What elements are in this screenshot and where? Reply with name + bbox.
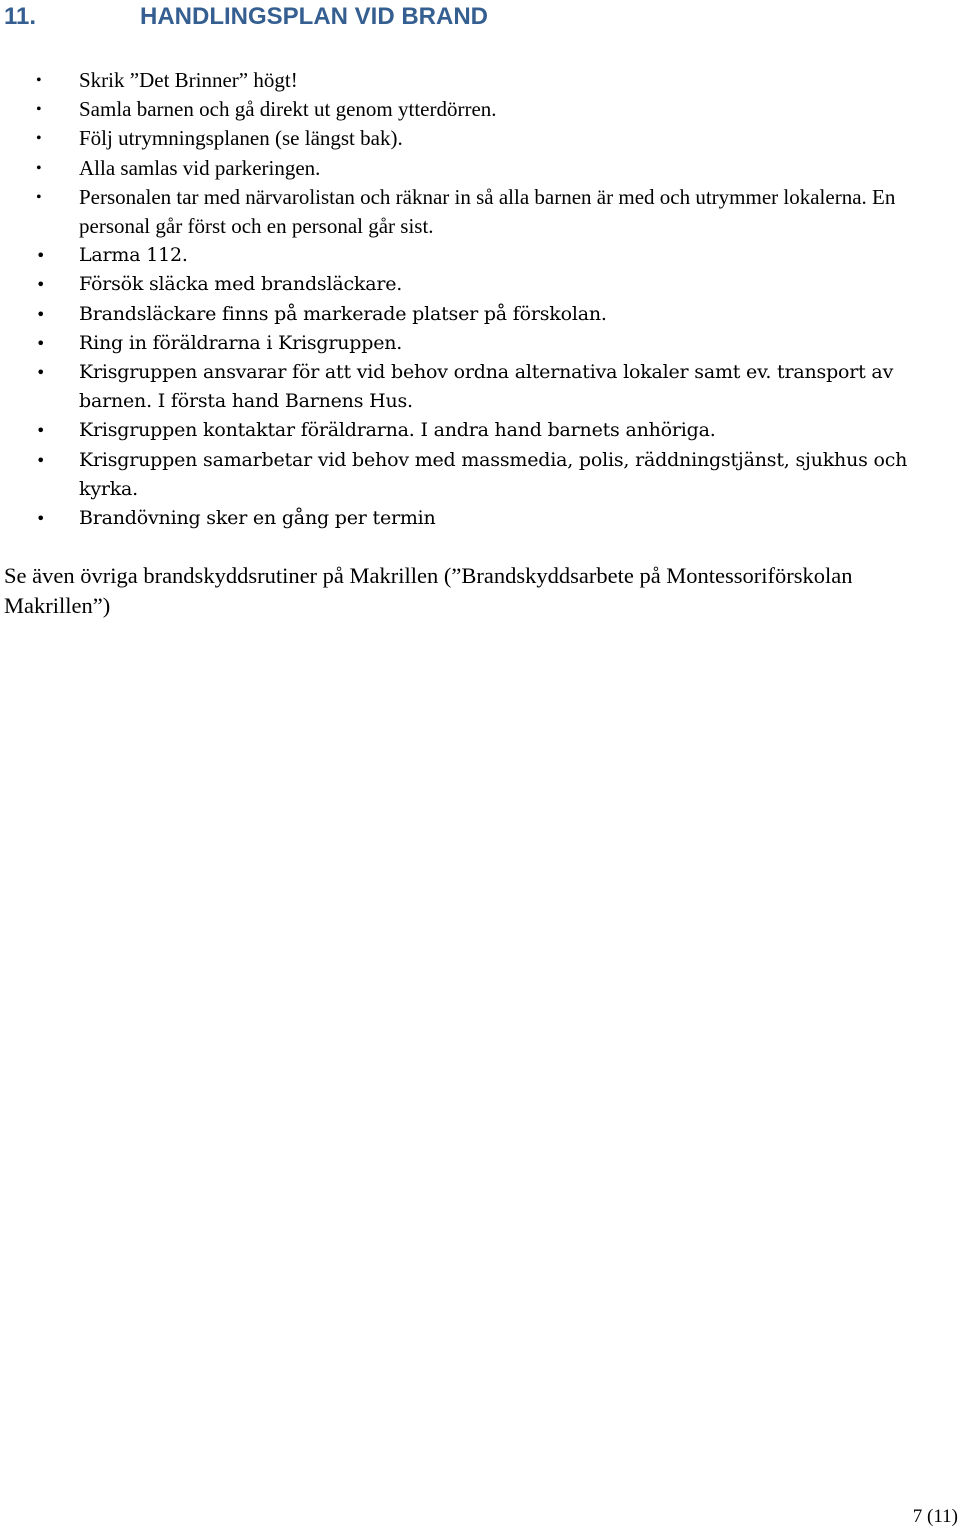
bullet-icon: •: [36, 450, 46, 470]
bullet-icon: •: [36, 101, 42, 119]
bullet-icon: •: [36, 246, 46, 266]
bullet-icon: •: [36, 188, 42, 206]
section-number: 11.: [4, 3, 37, 30]
reference-note: Se även övriga brandskyddsrutiner på Makrillen (”Brandskyddsarbete på Montessoriförskolan Makrillen”): [4, 563, 853, 618]
list-item: [0, 446, 960, 504]
list-item: [0, 504, 960, 533]
action-list: [0, 66, 960, 533]
list-item: [0, 66, 960, 95]
list-item-text: Brandsläckare finns på markerade platser på förskolan.: [79, 302, 607, 325]
list-item: [0, 124, 960, 153]
bullet-icon: •: [36, 363, 46, 383]
list-item: [0, 95, 960, 124]
list-item: [0, 241, 960, 270]
list-item: [0, 183, 960, 241]
list-item-text: Krisgruppen ansvarar för att vid behov ordna alternativa lokaler samt ev. transport av barnen. I första hand Barnens Hus.: [79, 361, 894, 413]
section-title: HANDLINGSPLAN VID BRAND: [140, 3, 488, 30]
list-item: [0, 358, 960, 416]
bullet-icon: •: [36, 275, 46, 295]
list-item: [0, 154, 960, 183]
bullet-icon: •: [36, 421, 46, 441]
list-item: [0, 300, 960, 329]
list-item-text: Ring in föräldrarna i Krisgruppen.: [79, 331, 403, 354]
list-item-text: Alla samlas vid parkeringen.: [79, 155, 321, 180]
bullet-icon: •: [36, 159, 42, 177]
list-item-text: Brandövning sker en gång per termin: [79, 507, 436, 530]
list-item-text: Skrik ”Det Brinner” högt!: [79, 68, 298, 92]
list-item-text: Krisgruppen samarbetar vid behov med massmedia, polis, räddningstjänst, sjukhus och kyrka.: [79, 448, 908, 500]
list-item-text: Följ utrymningsplanen (se längst bak).: [79, 126, 403, 151]
list-item-text: Krisgruppen kontaktar föräldrarna. I andra hand barnets anhöriga.: [79, 419, 716, 442]
list-item-text: Larma 112.: [79, 244, 188, 267]
bullet-icon: •: [36, 130, 42, 148]
list-item: [0, 416, 960, 445]
bullet-icon: •: [36, 333, 46, 353]
list-item-text: Personalen tar med närvarolistan och räknar in så alla barnen är med och utrymmer lokalerna. En personal går först och en personal går sist.: [79, 184, 896, 239]
list-item-text: Samla barnen och gå direkt ut genom ytterdörren.: [79, 97, 497, 122]
list-item-text: Försök släcka med brandsläckare.: [79, 273, 403, 296]
page-number: 7 (11): [912, 1506, 958, 1527]
bullet-icon: •: [36, 509, 46, 529]
bullet-icon: •: [36, 304, 46, 324]
bullet-icon: •: [36, 72, 42, 89]
list-item: [0, 270, 960, 299]
list-item: [0, 329, 960, 358]
section-heading: [4, 0, 488, 34]
